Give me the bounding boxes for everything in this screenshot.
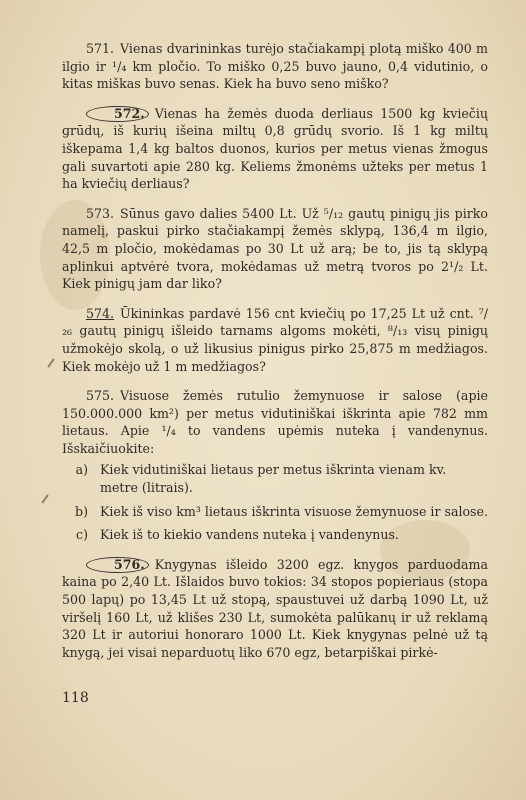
sub-question-text: Kiek vidutiniškai lietaus per metus iškrinta vienam kv. metre (litrais).	[100, 462, 447, 496]
problem-text: Vienas dvarininkas turėjo stačiakampį plotą miško 400 m ilgio ir ¹/₄ km pločio. To miško 0,25 buvo jauno, 0,4 vidutinio, o kitas miškas buvo senas. Kiek ha buvo seno miško?	[62, 41, 488, 92]
sub-question-label: a)	[75, 462, 88, 478]
problem-number-underlined: 574.	[86, 305, 115, 321]
sub-question	[62, 503, 488, 521]
problem-573	[62, 205, 488, 293]
sub-question	[62, 461, 488, 496]
sub-question-text: Kiek iš viso km³ lietaus iškrinta visuose žemynuose ir salose.	[100, 503, 488, 519]
problem-number: 573.	[86, 205, 115, 221]
problem-text: Sūnus gavo dalies 5400 Lt. Už ⁵/₁₂ gautų pinigų jis pirko namelį, paskui pirko stačiakampį žemės sklypą, 136,4 m ilgio, 42,5 m pločio, mokėdamas po 30 Lt už arą; be to, jis tą sklypą aplinkui aptvėrė tvora, mokėdamas už metrą tvoros po 2¹/₂ Lt. Kiek pinigų jam dar liko?	[62, 205, 488, 292]
problem-text: Vienas ha žemės duoda derliaus 1500 kg kviečių grūdų, iš kurių išeina miltų 0,8 grūdų svorio. Iš 1 kg miltų iškepama 1,4 kg baltos duonos, kurios per metus vienas žmogus gali suvartoti apie 280 kg. Keliems žmonėms užteks per metus 1 ha kviečių derliaus?	[62, 105, 488, 192]
problem-number: 571.	[86, 41, 115, 56]
problem-text: Ūkininkas pardavė 156 cnt kviečių po 17,25 Lt už cnt. ⁷/₂₆ gautų pinigų išleido tarnams algoms mokėti, ⁸/₁₃ visų pinigų užmokėjo skolą, o už likusius pinigus pirko 25,875 m medžiagos. Kiek mokėjo už 1 m medžiagos?	[62, 305, 488, 374]
problem-575	[62, 387, 488, 457]
problem-571	[62, 40, 488, 93]
problem-574	[62, 305, 488, 375]
problem-number-circled: 572.	[86, 106, 149, 122]
sub-question	[62, 526, 488, 544]
sub-question-label: b)	[75, 503, 88, 519]
problem-number: 575.	[86, 388, 115, 404]
problem-text: Visuose žemės rutulio žemynuose ir salose (apie 150.000.000 km²) per metus vidutiniškai iškrinta apie 782 mm lietaus. Apie ¹/₄ to vandens upėmis nuteka į vandenynus. Išskaičiuokite:	[62, 388, 488, 456]
page-text	[62, 40, 488, 673]
page-number: 118	[62, 690, 89, 706]
sub-question-label: c)	[76, 527, 88, 543]
problem-number-circled: 576.	[86, 557, 149, 573]
problem-572	[62, 105, 488, 193]
sub-question-text: Kiek iš to kiekio vandens nuteka į vandenynus.	[100, 527, 399, 543]
margin-pencil-mark	[47, 358, 54, 367]
problem-576	[62, 556, 488, 662]
margin-pencil-mark	[41, 494, 48, 503]
problem-text: Knygynas išleido 3200 egz. knygos parduodama kaina po 2,40 Lt. Išlaidos buvo tokios: 34 stopos popieriaus (stopa 500 lapų) po 13,45 Lt už stopą, spaustuvei už darbą 1090 Lt, už viršelį 160 Lt, už klišes 230 Lt, sumokėta palūkanų ir už reklamą 320 Lt ir autoriui honoraro 1000 Lt. Kiek knygynas pelnė už tą knygą, jei visai neparduotų liko 670 egz, betarpiškai pirkė-	[62, 556, 488, 660]
sub-question-list	[62, 461, 488, 543]
